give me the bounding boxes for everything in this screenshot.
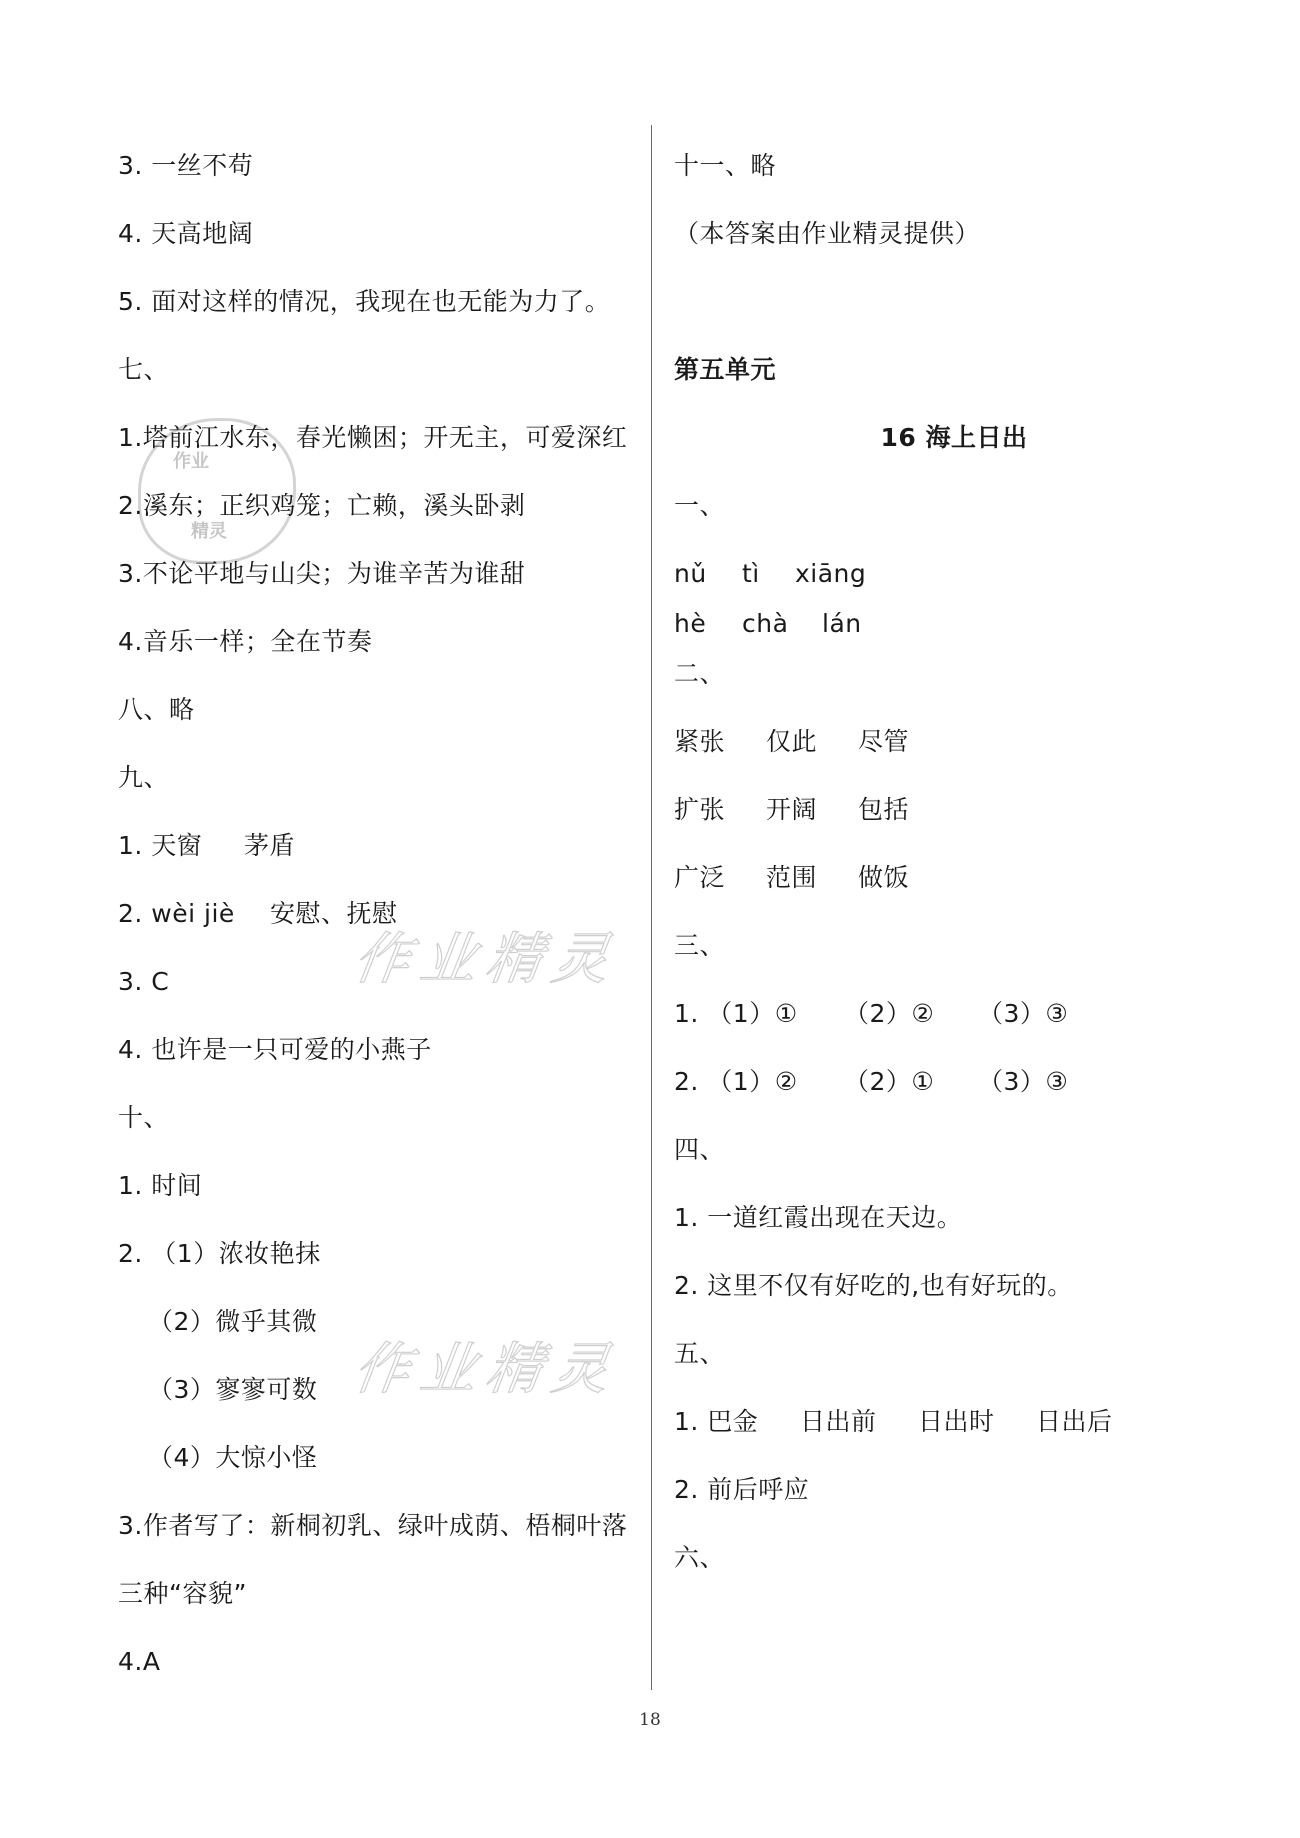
word: 尽管 — [858, 727, 910, 756]
answer-line: 4.A — [118, 1647, 161, 1676]
answer-line: 3.作者写了：新桐初乳、绿叶成荫、梧桐叶落 — [118, 1511, 628, 1540]
answer-line: 1.塔前江水东，春光懒困；开无主，可爱深红 — [118, 423, 628, 452]
word-row — [674, 794, 909, 826]
word: 做饭 — [858, 863, 910, 892]
answer-line: 4.音乐一样；全在节奏 — [118, 627, 373, 656]
pinyin: chà — [742, 609, 789, 638]
section-heading: 三、 — [674, 931, 726, 960]
pinyin-row — [674, 558, 866, 590]
answer-part: 日出前 — [800, 1407, 877, 1436]
word: 紧张 — [674, 727, 726, 756]
answer-line: 4. 也许是一只可爱的小燕子 — [118, 1035, 432, 1064]
answer-part: 日出后 — [1036, 1407, 1113, 1436]
answer-line — [674, 1406, 1113, 1438]
answer-part: 1. 天窗 — [118, 831, 203, 860]
pinyin: lán — [822, 609, 862, 638]
watermark-text-1: 作业精灵 — [349, 927, 623, 992]
answer-line: 3. 一丝不苟 — [118, 151, 254, 180]
unit-heading: 第五单元 — [674, 355, 777, 384]
section-heading: 九、 — [118, 763, 170, 792]
pinyin: nǔ — [674, 559, 707, 588]
word: 广泛 — [674, 863, 726, 892]
choice: （3）③ — [978, 1067, 1069, 1096]
answer-line: （2）微乎其微 — [148, 1307, 318, 1336]
answer-line — [118, 898, 398, 930]
word: 仅此 — [766, 727, 818, 756]
section-heading: 七、 — [118, 355, 170, 384]
choice: （2）① — [844, 1067, 935, 1096]
section-heading: 十一、略 — [674, 151, 777, 180]
answer-line: 1. 时间 — [118, 1171, 203, 1200]
answer-line: 2. 前后呼应 — [674, 1475, 810, 1504]
answer-line: 2. （1）浓妆艳抹 — [118, 1239, 321, 1268]
column-divider — [651, 125, 652, 1690]
choice: （2）② — [844, 999, 935, 1028]
choice: 2. （1）② — [674, 1067, 798, 1096]
section-heading: 六、 — [674, 1543, 726, 1572]
pinyin-row — [674, 608, 862, 640]
answer-line: 3. C — [118, 967, 170, 996]
word: 开阔 — [766, 795, 818, 824]
section-heading: 八、略 — [118, 695, 195, 724]
choice: （3）③ — [978, 999, 1069, 1028]
answer-line: 2.溪东；正织鸡笼；亡赖，溪头卧剥 — [118, 491, 526, 520]
answer-line: （4）大惊小怪 — [148, 1443, 318, 1472]
section-heading: 一、 — [674, 491, 726, 520]
answer-part: 1. 巴金 — [674, 1407, 759, 1436]
answer-part: 安慰、抚慰 — [270, 899, 398, 928]
stamp-text-top: 作业 — [173, 451, 209, 472]
answer-line: 1. 一道红霞出现在天边。 — [674, 1203, 963, 1232]
answer-line: 3.不论平地与山尖；为谁辛苦为谁甜 — [118, 559, 526, 588]
pinyin: xiāng — [795, 559, 867, 588]
pinyin: hè — [674, 609, 707, 638]
answer-line: 5. 面对这样的情况，我现在也无能为力了。 — [118, 287, 611, 316]
section-heading: 二、 — [674, 659, 726, 688]
answer-line — [118, 830, 295, 862]
answer-line: 4. 天高地阔 — [118, 219, 254, 248]
page-number: 18 — [639, 1710, 661, 1730]
word-row — [674, 726, 909, 758]
word: 包括 — [858, 795, 910, 824]
answer-line: 三种“容貌” — [118, 1579, 247, 1608]
pinyin: tì — [742, 559, 760, 588]
credit-line: （本答案由作业精灵提供） — [674, 219, 981, 248]
answer-part: 日出时 — [918, 1407, 995, 1436]
choice-row — [674, 998, 1068, 1030]
choice-row — [674, 1066, 1068, 1098]
watermark-text-2: 作业精灵 — [349, 1337, 623, 1402]
stamp-text-bottom: 精灵 — [191, 521, 227, 542]
word: 扩张 — [674, 795, 726, 824]
answer-part: 2. wèi jiè — [118, 899, 235, 928]
choice: 1. （1）① — [674, 999, 798, 1028]
lesson-title: 16 海上日出 — [880, 423, 1028, 452]
answer-line: 2. 这里不仅有好吃的,也有好玩的。 — [674, 1271, 1073, 1300]
answer-part: 茅盾 — [244, 831, 296, 860]
answer-line: （3）寥寥可数 — [148, 1375, 318, 1404]
word: 范围 — [766, 863, 818, 892]
word-row — [674, 862, 909, 894]
section-heading: 五、 — [674, 1339, 726, 1368]
section-heading: 十、 — [118, 1103, 170, 1132]
section-heading: 四、 — [674, 1135, 726, 1164]
